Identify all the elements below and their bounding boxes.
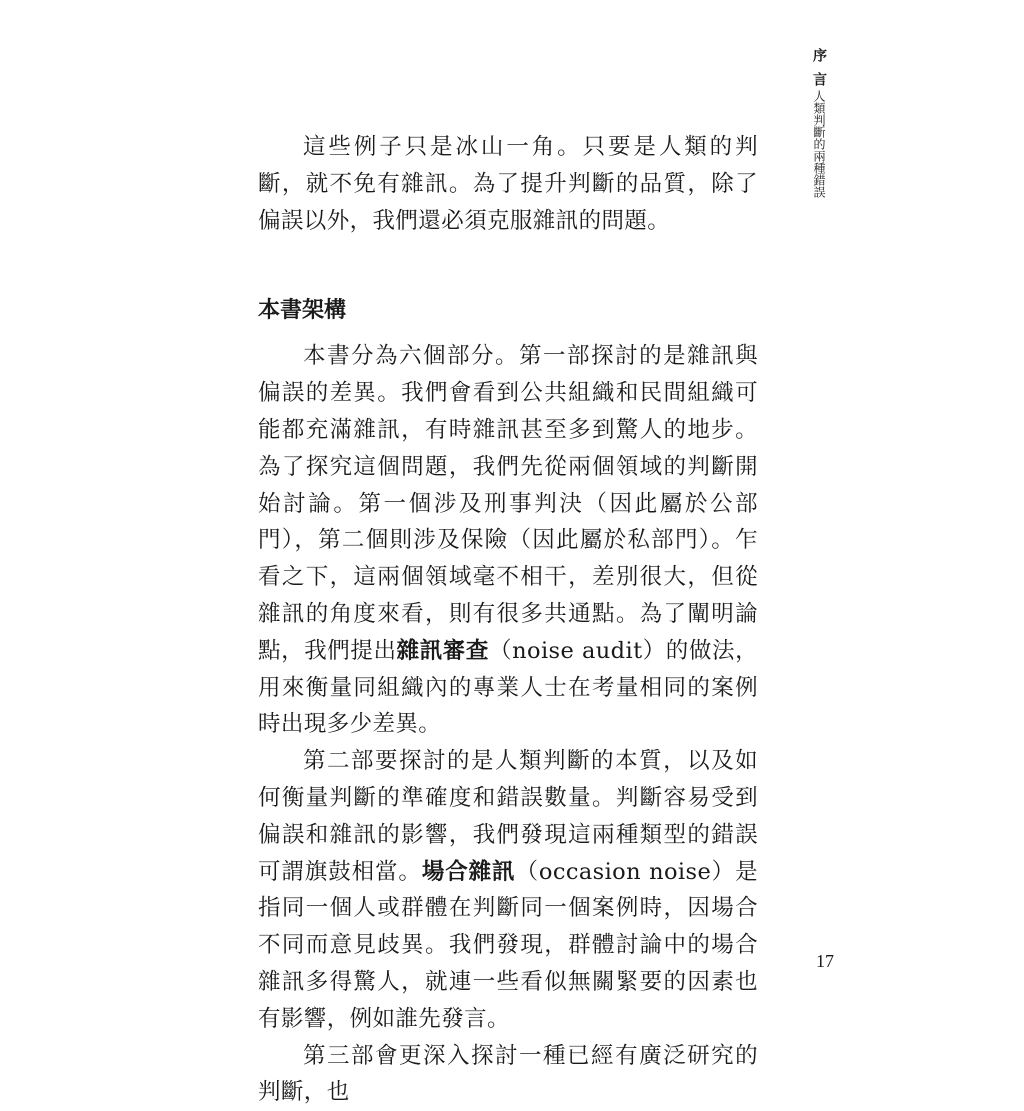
paragraph-part-two [258, 743, 758, 1037]
running-header-title: 人類判斷的兩種錯誤 [812, 90, 826, 198]
paragraph-text: 第二部要探討的是人類判斷的本質，以及如何衡量判斷的準確度和錯誤數量。判斷容易受到偏誤和雜訊的影響，我們發現這兩種類型的錯誤可謂旗鼓相當。 [258, 748, 758, 885]
paragraph-text: （noise audit）的做法，用來衡量同組織內的專業人士在考量相同的案例時出現多少差異。 [258, 637, 759, 738]
key-term: 雜訊審查 [396, 637, 490, 664]
running-header [800, 48, 840, 208]
intro-paragraph: 這些例子只是冰山一角。只要是人類的判斷，就不免有雜訊。為了提升判斷的品質，除了偏誤以外，我們還必須克服雜訊的問題。 [258, 134, 758, 234]
key-term: 場合雜訊 [421, 858, 516, 885]
body-text [258, 129, 758, 1111]
running-header-section: 序言 [811, 48, 827, 96]
section-heading: 本書架構 [258, 298, 347, 324]
paragraph-part-one [258, 338, 758, 743]
paragraph-text: （occasion noise）是指同一個人或群體在判斷同一個案例時，因場合不同而意見歧異。我們發現，群體討論中的場合雜訊多得驚人，就連一些看似無關緊要的因素也有影響，例如誰先發言。 [258, 858, 758, 1032]
paragraph-part-three: 第三部會更深入探討一種已經有廣泛研究的判斷，也 [258, 1042, 758, 1106]
page-number: 17 [816, 951, 834, 971]
paragraph-text: 本書分為六個部分。第一部探討的是雜訊與偏誤的差異。我們會看到公共組織和民間組織可能都充滿雜訊，有時雜訊甚至多到驚人的地步。為了探究這個問題，我們先從兩個領域的判斷開始討論。第一個涉及刑事判決（因此屬於公部門），第二個則涉及保險（因此屬於私部門）。乍看之下，這兩個領域毫不相干，差別很大，但從雜訊的角度來看，則有很多共通點。為了闡明論點，我們提出 [258, 343, 758, 664]
